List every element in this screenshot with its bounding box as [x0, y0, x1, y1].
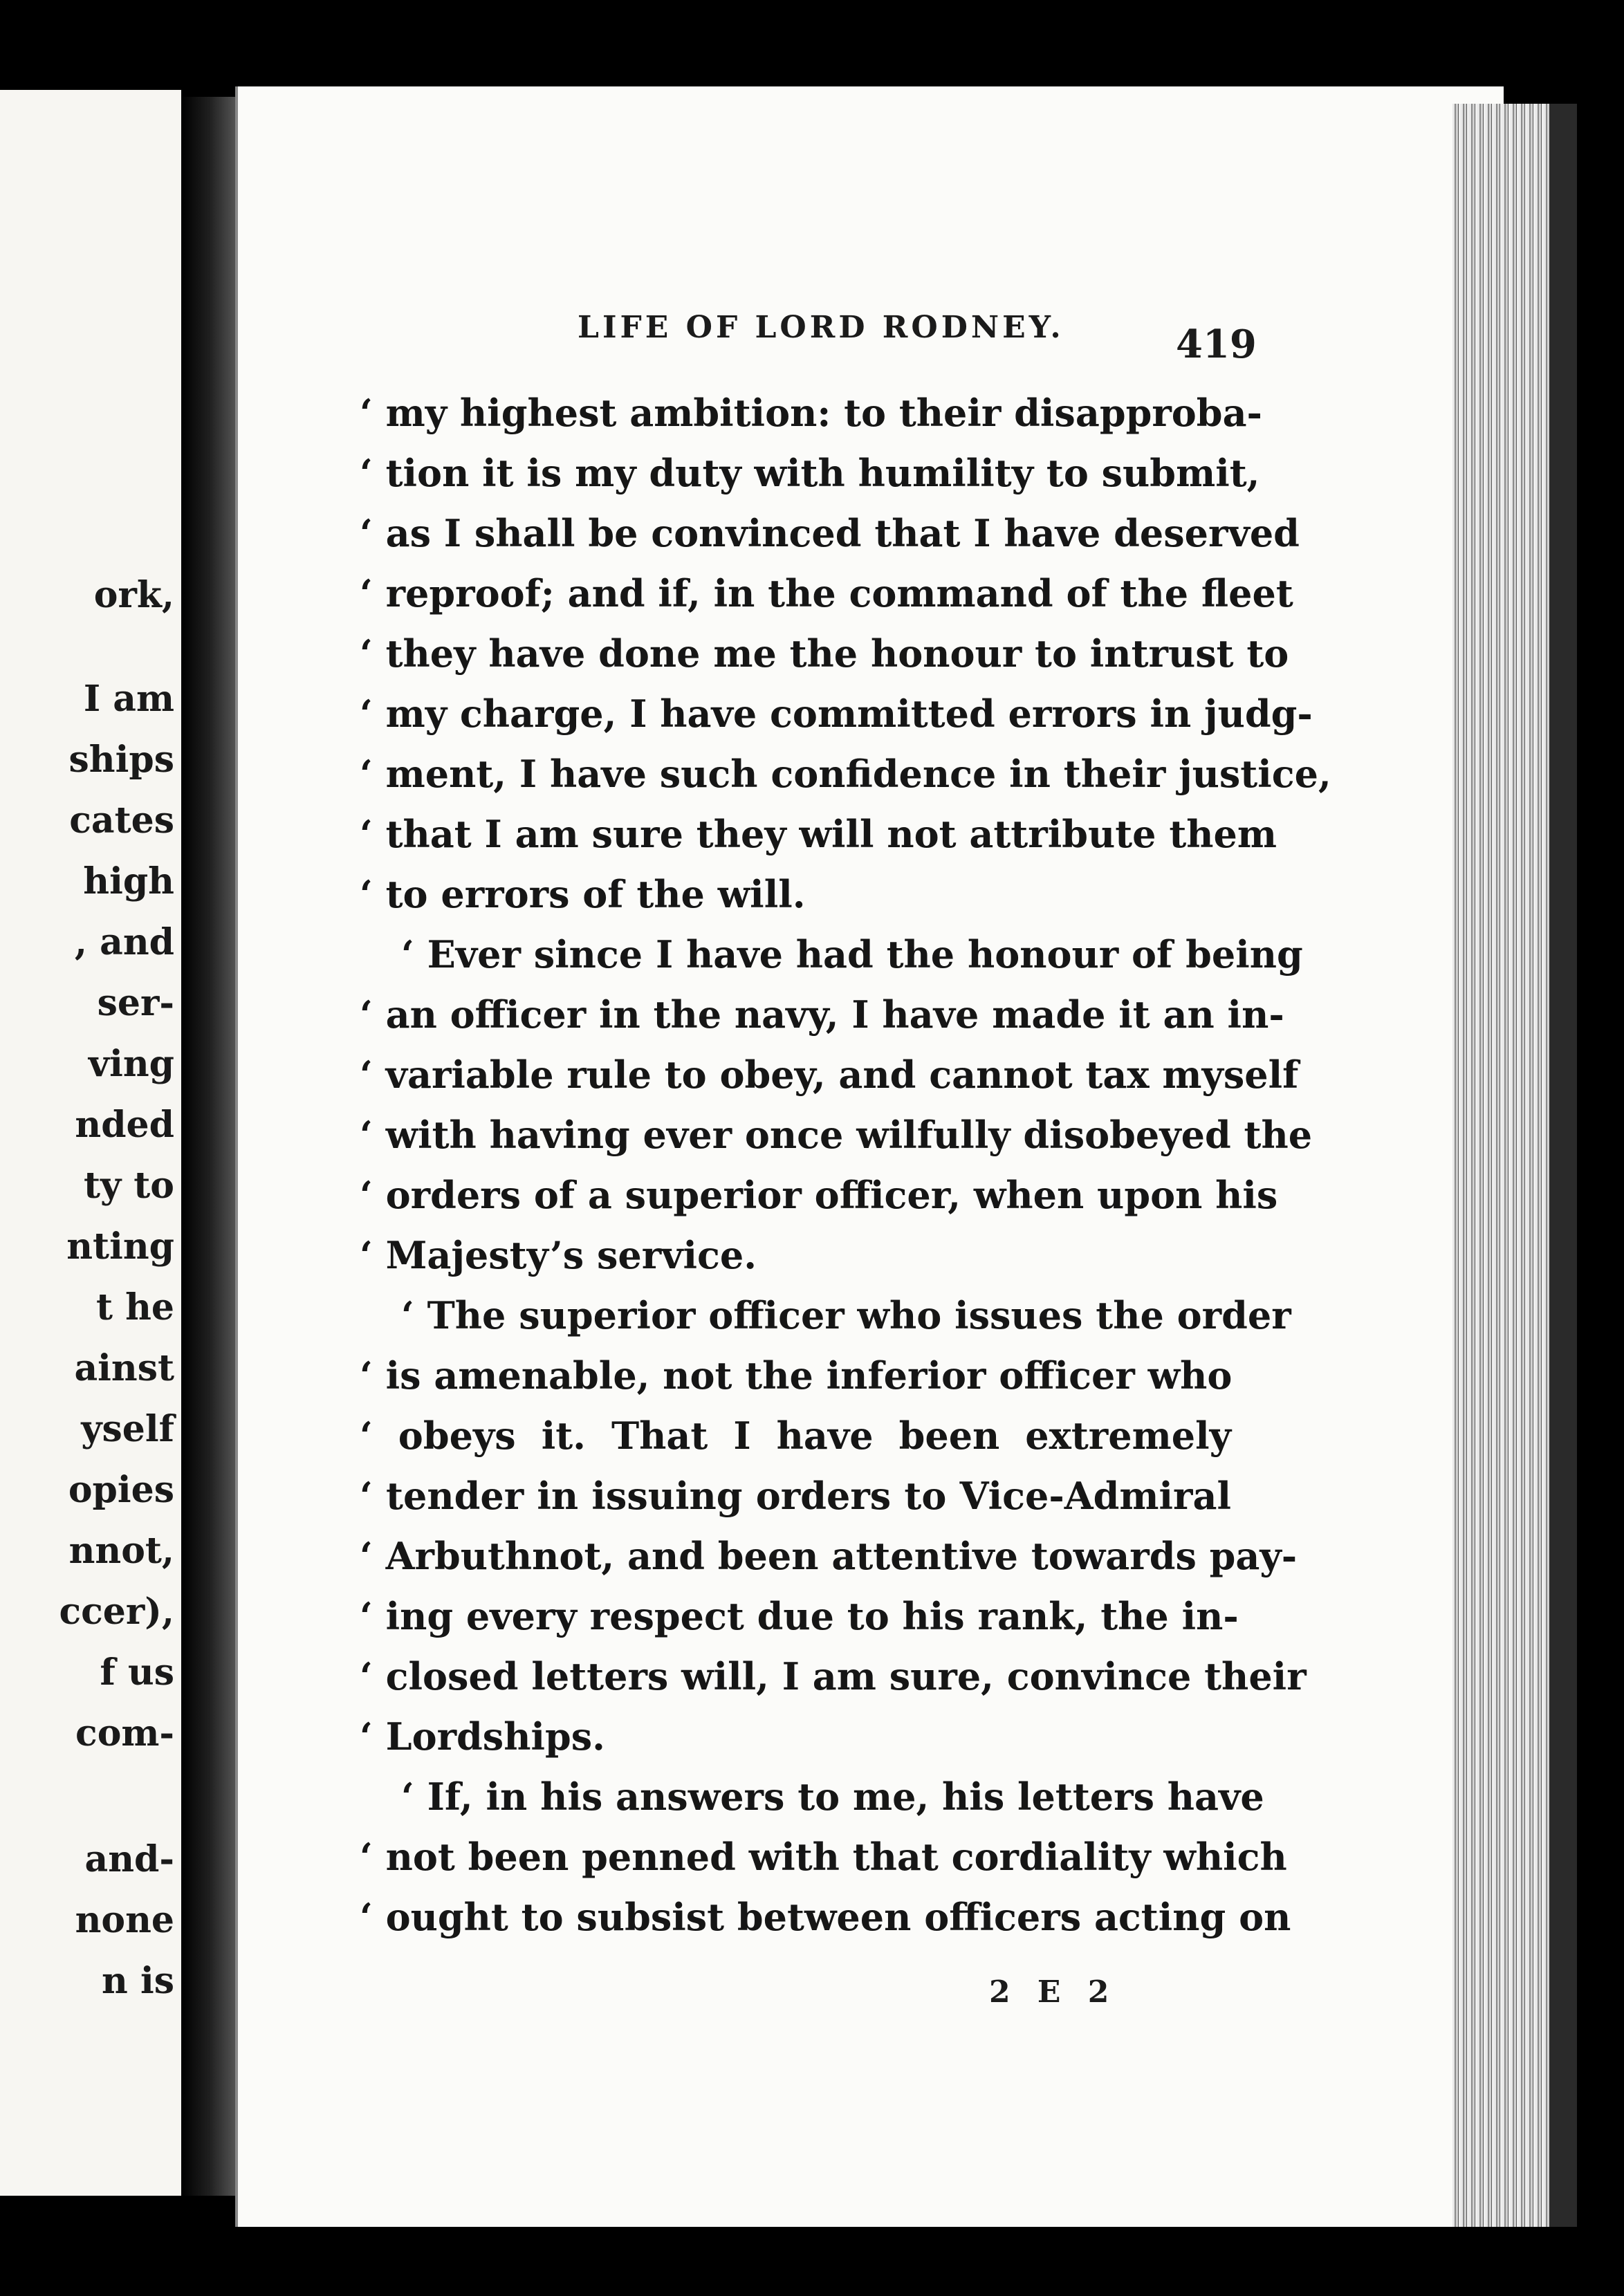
facing-fragment: opies: [68, 1469, 174, 1511]
signature-mark: 2 E 2: [989, 1974, 1118, 2010]
text-line: ‘ Majesty’s service.: [360, 1233, 757, 1277]
text-line: ‘ to errors of the will.: [360, 872, 806, 916]
facing-fragment: ty to: [83, 1165, 174, 1207]
facing-fragment: ccer),: [59, 1591, 174, 1633]
text-line: ‘ as I shall be convinced that I have deserved: [360, 511, 1300, 555]
facing-fragment: high: [83, 860, 174, 902]
text-line: ‘ variable rule to obey, and cannot tax myself: [360, 1053, 1299, 1097]
text-line: ‘ reproof; and if, in the command of the fleet: [360, 571, 1293, 615]
text-line: ‘ obeys it. That I have been extremely: [360, 1414, 1231, 1458]
text-line: ‘ orders of a superior officer, when upon his: [360, 1173, 1278, 1217]
facing-fragment: nded: [75, 1104, 174, 1146]
facing-fragment: f us: [100, 1651, 174, 1694]
facing-fragment: none: [75, 1899, 174, 1941]
text-line: ‘ The superior officer who issues the order: [401, 1293, 1291, 1337]
facing-fragment: and-: [84, 1838, 174, 1880]
text-line: ‘ tender in issuing orders to Vice-Admiral: [360, 1474, 1231, 1518]
running-head: LIFE OF LORD RODNEY.: [578, 310, 1064, 345]
facing-fragment: ainst: [74, 1347, 174, 1389]
text-line: ‘ with having ever once wilfully disobeyed the: [360, 1113, 1313, 1157]
text-line: ‘ Ever since I have had the honour of being: [401, 932, 1303, 976]
facing-fragment: ser-: [97, 982, 174, 1024]
text-line: ‘ my highest ambition: to their disapproba-: [360, 391, 1262, 435]
text-line: ‘ If, in his answers to me, his letters have: [401, 1775, 1264, 1819]
page-edges-shadow: [1549, 104, 1577, 2227]
text-line: ‘ closed letters will, I am sure, convince their: [360, 1654, 1307, 1698]
text-line: ‘ that I am sure they will not attribute them: [360, 812, 1277, 856]
text-line: ‘ ought to subsist between officers acting on: [360, 1895, 1291, 1939]
facing-fragment: I am: [83, 678, 174, 720]
text-line: ‘ ment, I have such confidence in their justice,: [360, 752, 1331, 796]
text-line: ‘ Lordships.: [360, 1714, 605, 1759]
facing-page: [0, 90, 181, 2196]
text-line: ‘ Arbuthnot, and been attentive towards pay-: [360, 1534, 1298, 1578]
facing-fragment: t he: [95, 1286, 174, 1328]
facing-fragment: , and: [74, 921, 174, 963]
text-line: ‘ my charge, I have committed errors in judg-: [360, 692, 1313, 736]
text-line: ‘ not been penned with that cordiality which: [360, 1835, 1287, 1879]
facing-fragment: cates: [69, 799, 174, 842]
facing-fragment: com-: [75, 1712, 174, 1755]
page-number: 419: [1176, 322, 1257, 367]
facing-fragment: nting: [66, 1225, 174, 1268]
text-line: ‘ tion it is my duty with humility to submit,: [360, 451, 1260, 495]
facing-fragment: nnot,: [68, 1530, 174, 1572]
facing-fragment: ork,: [93, 574, 174, 616]
facing-fragment: ships: [68, 739, 174, 781]
facing-fragment: ving: [88, 1043, 174, 1085]
text-line: ‘ ing every respect due to his rank, the in-: [360, 1594, 1239, 1638]
text-line: ‘ an officer in the navy, I have made it an in-: [360, 992, 1284, 1037]
facing-fragment: n is: [102, 1960, 174, 2002]
text-line: ‘ is amenable, not the inferior officer who: [360, 1353, 1233, 1398]
text-line: ‘ they have done me the honour to intrust to: [360, 631, 1289, 676]
facing-fragment: yself: [81, 1408, 174, 1450]
